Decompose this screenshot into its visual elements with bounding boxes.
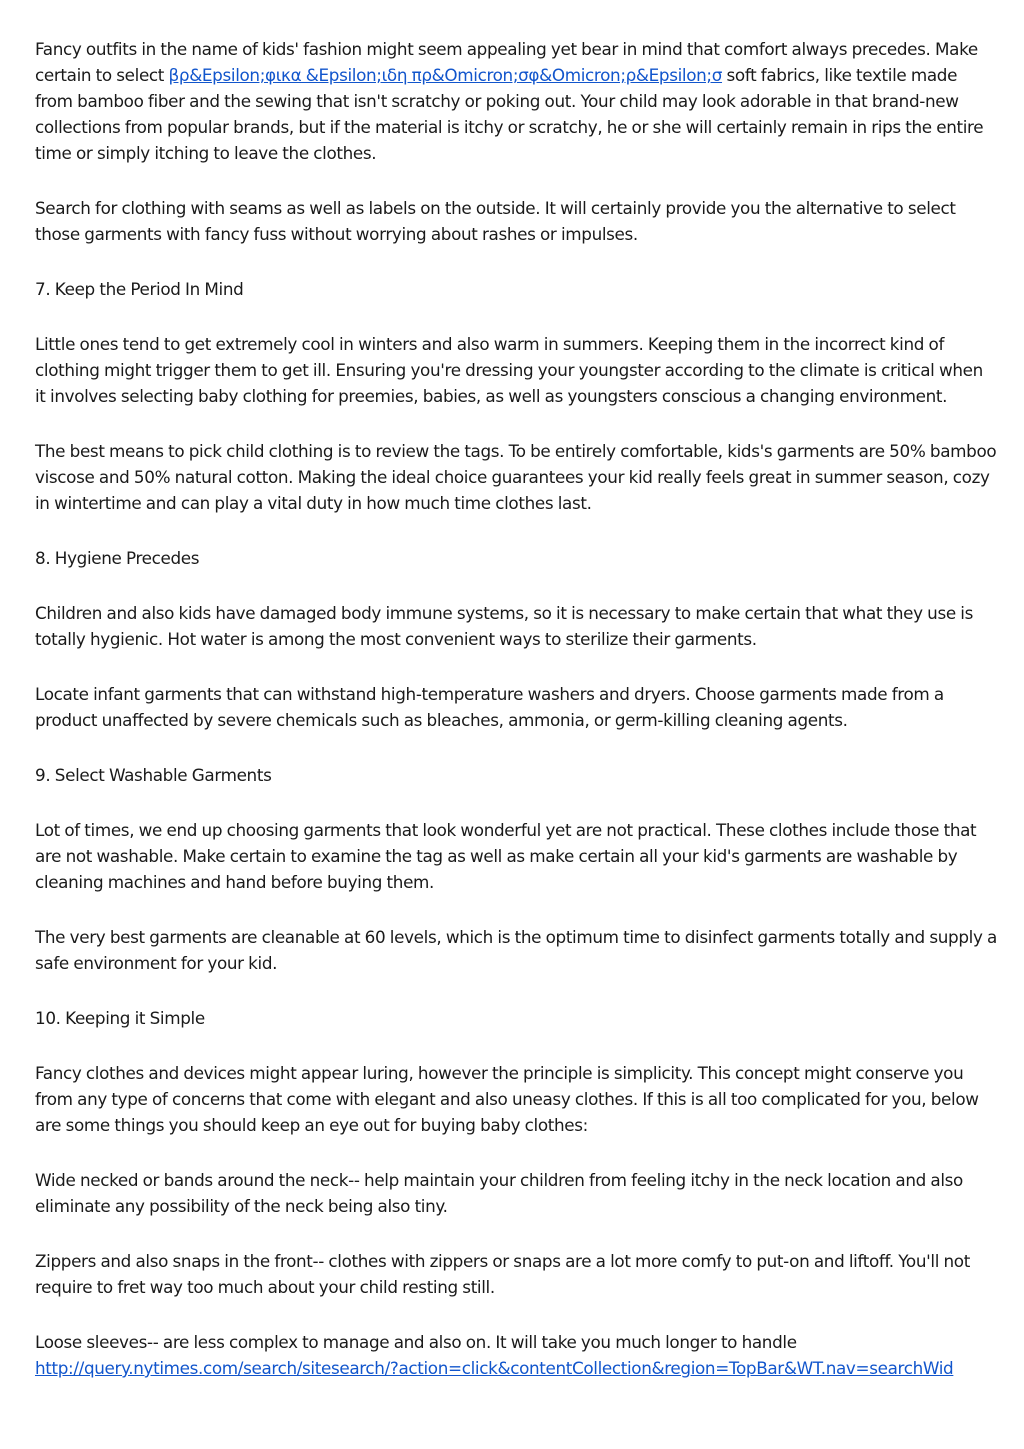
paragraph-wide-necked: Wide necked or bands around the neck-- help maintain your children from feeling itchy in the neck location and also eliminate any possibility of the neck being also tiny. (35, 1170, 963, 1216)
nytimes-link[interactable]: http://query.nytimes.com/search/sitesearch/?action=click&contentCollection&region=TopBar&WT.nav=searchWid (35, 1358, 954, 1378)
section-heading-simple: 10. Keeping it Simple (35, 1008, 205, 1028)
paragraph-zippers: Zippers and also snaps in the front-- clothes with zippers or snaps are a lot more comfy to put-on and liftoff. You'll not require to fret way too much about your child resting still. (35, 1251, 970, 1297)
paragraph-climate: Little ones tend to get extremely cool in winters and also warm in summers. Keeping them in the incorrect kind of clothing might trigger them to get ill. Ensuring you're dressing your youngster according to the climate is critical when it involves selecting baby clothing for preemies, babies, as well as youngsters conscious a changing environment. (35, 334, 983, 406)
paragraph-text: soft fabrics, like textile made from bamboo fiber and the sewing that isn't scratchy or poking out. Your child may look adorable in that brand-new collections from popular brands, but if the material is itchy or scratchy, he or she will certainly remain in rips the entire time or simply itching to leave the clothes. (35, 65, 984, 163)
section-heading-period: 7. Keep the Period In Mind (35, 279, 244, 299)
inline-link-greek[interactable]: βρ&Epsilon;φικα &Epsilon;ιδη πρ&Omicron;σφ&Omicron;ρ&Epsilon;σ (168, 65, 723, 85)
paragraph-text: Loose sleeves-- are less complex to manage and also on. It will take you much longer to handle (35, 1332, 797, 1352)
paragraph-seams: Search for clothing with seams as well as labels on the outside. It will certainly provide you the alternative to select those garments with fancy fuss without worrying about rashes or impulses. (35, 198, 956, 244)
section-heading-washable: 9. Select Washable Garments (35, 765, 272, 785)
paragraph-loose-sleeves (35, 1329, 997, 1381)
paragraph-tags: The best means to pick child clothing is to review the tags. To be entirely comfortable, kids's garments are 50% bamboo viscose and 50% natural cotton. Making the ideal choice guarantees your kid really feels great in summer season, cozy in wintertime and can play a vital duty in how much time clothes last. (35, 441, 997, 513)
paragraph-practical: Lot of times, we end up choosing garments that look wonderful yet are not practical. These clothes include those that are not washable. Make certain to examine the tag as well as make certain all your kid's garments are washable by cleaning machines and hand before buying them. (35, 820, 977, 892)
paragraph-temperature: The very best garments are cleanable at 60 levels, which is the optimum time to disinfect garments totally and supply a safe environment for your kid. (35, 927, 997, 973)
paragraph-immune: Children and also kids have damaged body immune systems, so it is necessary to make certain that what they use is totally hygienic. Hot water is among the most convenient ways to sterilize their garments. (35, 603, 974, 649)
section-heading-hygiene: 8. Hygiene Precedes (35, 548, 200, 568)
paragraph-washers: Locate infant garments that can withstand high-temperature washers and dryers. Choose garments made from a product unaffected by severe chemicals such as bleaches, ammonia, or germ-killing cleaning agents. (35, 684, 944, 730)
paragraph-simplicity: Fancy clothes and devices might appear luring, however the principle is simplicity. This concept might conserve you from any type of concerns that come with elegant and also uneasy clothes. If this is all too complicated for you, below are some things you should keep an eye out for buying baby clothes: (35, 1063, 979, 1135)
paragraph-text: Fancy outfits in the name of kids' fashion might seem appealing yet bear in mind that comfort always precedes. Make certain to select (35, 39, 978, 85)
paragraph-comfort (35, 36, 997, 166)
document-body (35, 36, 997, 1410)
